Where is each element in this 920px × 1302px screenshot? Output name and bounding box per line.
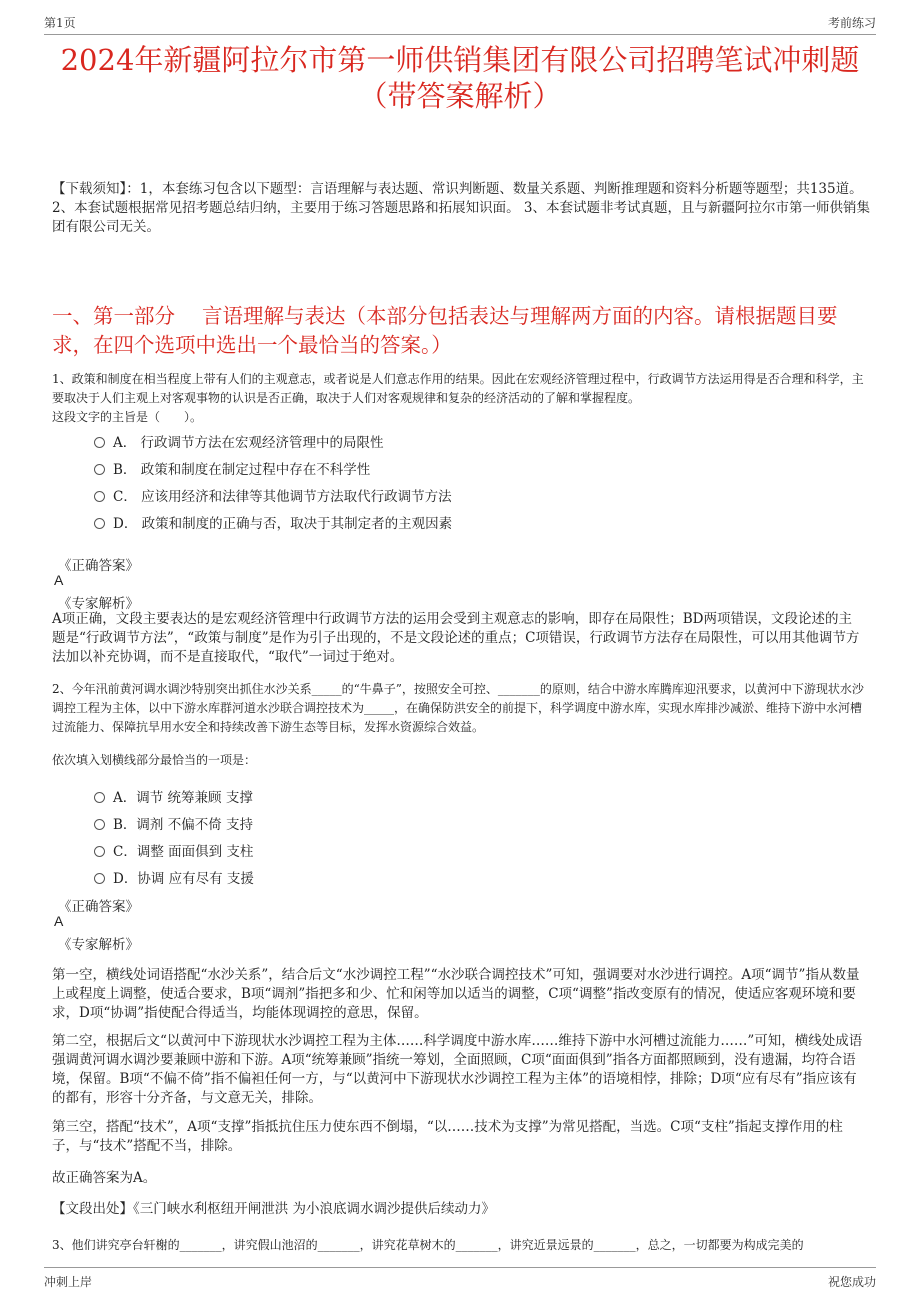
q2-answer: A xyxy=(54,913,64,929)
footer-left: 冲刺上岸 xyxy=(44,1275,93,1289)
radio-icon[interactable] xyxy=(94,437,105,448)
document-title xyxy=(40,42,880,114)
q1-option-a[interactable]: A． 行政调节方法在宏观经济管理中的局限性 xyxy=(94,431,384,451)
q1-prompt: 这段文字的主旨是（ ）。 xyxy=(52,410,203,424)
q2-analysis-para-1: 第一空，横线处词语搭配“水沙关系”，结合后文“水沙调控工程”“水沙联合调控技术”可知，强调要对水沙进行调控。A项“调节”指从数量上或程度上调整，使适合要求，B项“调剂”指把多和少、忙和闲等加以适当的调整，C项“调整”指改变原有的情况，使适应客观环境和要求，D项“协调”指使配合得适当，均能体现调控的意思，保留。 xyxy=(52,967,860,1021)
q2-analysis-para-3: 第三空，搭配“技术”，A项“支撑”指抵抗住压力使东西不倒塌，“以……技术为支撑”为常见搭配，当选。C项“支柱”指起支撑作用的柱子，与“技术”搭配不当，排除。 xyxy=(52,1119,843,1154)
q1-option-c[interactable]: C． 应该用经济和法律等其他调节方法取代行政调节方法 xyxy=(94,485,452,505)
footer-right: 祝您成功 xyxy=(827,1275,876,1289)
header-tag: 考前练习 xyxy=(827,16,876,30)
page-footer xyxy=(44,1267,876,1290)
q2-option-d[interactable]: D．协调 应有尽有 支援 xyxy=(94,867,254,887)
radio-icon[interactable] xyxy=(94,846,105,857)
radio-icon[interactable] xyxy=(94,464,105,475)
q1-analysis-label: 《专家解析》 xyxy=(58,596,139,612)
q2-analysis-label: 《专家解析》 xyxy=(58,937,139,953)
q2-option-c[interactable]: C．调整 面面俱到 支柱 xyxy=(94,840,253,860)
section-heading: 一、第一部分 言语理解与表达（本部分包括表达与理解两方面的内容。请根据题目要求，在四个选项中选出一个最恰当的答案。） xyxy=(52,304,838,357)
q1-option-b[interactable]: B． 政策和制度在制定过程中存在不科学性 xyxy=(94,458,370,478)
q2-option-a[interactable]: A．调节 统筹兼顾 支撑 xyxy=(94,786,253,806)
q2-answer-label: 《正确答案》 xyxy=(58,899,139,915)
download-notice: 【下载须知】：1，本套练习包含以下题型：言语理解与表达题、常识判断题、数量关系题、判断推理题和资料分析题等题型；共135道。 2、本套试题根据常见招考题总结归纳，主要用于练习答题思路和拓展知识面。 3、本套试题非考试真题，且与新疆阿拉尔市第一师供销集团有限公司无关。 xyxy=(52,181,870,235)
q1-analysis: A项正确，文段主要表达的是宏观经济管理中行政调节方法的运用会受到主观意志的影响，即存在局限性；BD两项错误，文段论述的主题是“行政调节方法”，“政策与制度”是作为引子出现的，不是文段论述的重点；C项错误，行政调节方法存在局限性，可以用其他调节方法加以补充协调，而不是直接取代，“取代”一词过于绝对。 xyxy=(52,611,860,665)
q1-option-d[interactable]: D． 政策和制度的正确与否，取决于其制定者的主观因素 xyxy=(94,512,452,532)
title-line-2: （带答案解析） xyxy=(358,79,562,113)
q2-option-b[interactable]: B．调剂 不偏不倚 支持 xyxy=(94,813,253,833)
q3-stem: 3、他们讲究亭台轩榭的_______，讲究假山池沼的_______，讲究花草树木的_______，讲究近景远景的_______，总之，一切都要为构成完美的 xyxy=(52,1238,804,1252)
radio-icon[interactable] xyxy=(94,518,105,529)
title-line-1: 2024年新疆阿拉尔市第一师供销集团有限公司招聘笔试冲刺题 xyxy=(60,43,860,77)
radio-icon[interactable] xyxy=(94,491,105,502)
q1-stem: 1、政策和制度在相当程度上带有人们的主观意志，或者说是人们意志作用的结果。因此在宏观经济管理过程中，行政调节方法运用得是否合理和科学，主要取决于人们主观上对客观事物的认识是否正确，取决于人们对客观规律和复杂的经济活动的了解和掌握程度。 这段文字的主旨是（ ）。 xyxy=(52,370,872,427)
q2-prompt: 依次填入划横线部分最恰当的一项是： xyxy=(52,753,257,767)
q1-answer: A xyxy=(54,572,64,588)
radio-icon[interactable] xyxy=(94,819,105,830)
q1-answer-label: 《正确答案》 xyxy=(58,558,139,574)
radio-icon[interactable] xyxy=(94,873,105,884)
radio-icon[interactable] xyxy=(94,792,105,803)
q2-stem: 2、今年汛前黄河调水调沙特别突出抓住水沙关系_____的“牛鼻子”，按照安全可控、_______的原则，结合中游水库腾库迎汛要求，以黄河中下游现状水沙调控工程为主体，以中下游水库群河道水沙联合调控技术为_____，在确保防洪安全的前提下，科学调度中游水库，实现水库排沙减淤、维持下游中水河槽过流能力、保障抗旱用水安全和持续改善下游生态等目标，发挥水资源综合效益。 xyxy=(52,682,864,734)
q2-conclusion: 故正确答案为A。 xyxy=(52,1170,157,1186)
page-number: 第1页 xyxy=(44,16,76,30)
q2-source: 【文段出处】《三门峡水利枢纽开闸泄洪 为小浪底调水调沙提供后续动力》 xyxy=(52,1201,496,1217)
q2-analysis-para-2: 第二空，根据后文“以黄河中下游现状水沙调控工程为主体……科学调度中游水库……维持下游中水河槽过流能力……”可知，横线处成语强调黄河调水调沙要兼顾中游和下游。A项“统筹兼顾”指统一筹划，全面照顾，C项“面面俱到”指各方面都照顾到，没有遗漏，均符合语境，保留。B项“不偏不倚”指不偏袒任何一方，与“以黄河中下游现状水沙调控工程为主体”的语境相悖，排除；D项“应有尽有”指应该有的都有，形容十分齐备，与文意无关，排除。 xyxy=(52,1033,863,1106)
page-header xyxy=(44,12,876,35)
